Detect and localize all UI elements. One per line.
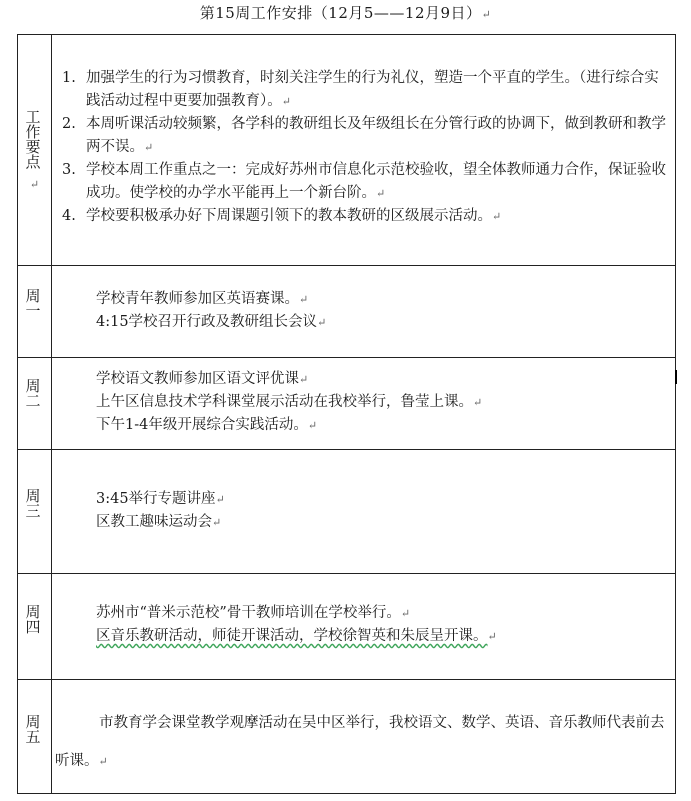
- thursday-label: 周四: [23, 604, 42, 634]
- wednesday-content-cell: [52, 450, 676, 574]
- schedule-line: 区教工趣味运动会↵: [96, 514, 222, 530]
- monday-row: [18, 266, 676, 358]
- wednesday-row: [18, 450, 676, 574]
- tuesday-row: [18, 358, 676, 450]
- schedule-line: 区音乐教研活动，师徒开课活动，学校徐智英和朱辰呈开课。↵: [96, 628, 497, 644]
- focus-label: 工作要点: [23, 108, 42, 169]
- tuesday-content-cell: [52, 358, 676, 450]
- focus-label-cell: [18, 35, 52, 266]
- text-cursor: [675, 370, 677, 384]
- schedule-table: [17, 34, 676, 794]
- wednesday-label: 周三: [23, 488, 42, 518]
- thursday-label-cell: [18, 574, 52, 680]
- monday-label-cell: [18, 266, 52, 358]
- schedule-line: 学校青年教师参加区英语赛课。↵: [96, 291, 309, 307]
- schedule-line: 3:45举行专题讲座↵: [96, 491, 225, 507]
- tuesday-label-cell: [18, 358, 52, 450]
- schedule-line: 上午区信息技术学科课堂展示活动在我校举行，鲁莹上课。↵: [96, 394, 483, 410]
- thursday-row: [18, 574, 676, 680]
- friday-label-cell: [18, 680, 52, 794]
- schedule-line: 学校语文教师参加区语文评优课↵: [96, 371, 309, 387]
- focus-item: 2. 本周听课活动较频繁，各学科的教研组长及年级组长在分管行政的协调下，做到教研和教学两不误。↵: [62, 116, 666, 155]
- focus-item: 3. 学校本周工作重点之一：完成好苏州市信息化示范校验收，望全体教师通力合作，保证验收成功。使学校的办学水平能再上一个新台阶。↵: [62, 162, 666, 201]
- paragraph-mark: ↵: [29, 177, 40, 191]
- thursday-content-cell: [52, 574, 676, 680]
- friday-row: [18, 680, 676, 794]
- friday-content-cell: [52, 680, 676, 794]
- monday-label: 周一: [23, 288, 42, 318]
- focus-row: [18, 35, 676, 266]
- focus-item: 1. 加强学生的行为习惯教育，时刻关注学生的行为礼仪，塑造一个平直的学生。（进行综合实践活动过程中更要加强教育）。↵: [62, 70, 659, 109]
- friday-paragraph: 市教育学会课堂教学观摩活动在吴中区举行，我校语文、数学、英语、音乐教师代表前去听课。↵: [55, 715, 665, 769]
- friday-label: 周五: [23, 714, 42, 744]
- wednesday-label-cell: [18, 450, 52, 574]
- schedule-line: 苏州市“普米示范校”骨干教师培训在学校举行。↵: [96, 605, 411, 621]
- tuesday-label: 周二: [23, 378, 42, 408]
- focus-item: 4. 学校要积极承办好下周课题引领下的教本教研的区级展示活动。↵: [62, 208, 502, 224]
- schedule-line: 4:15学校召开行政及教研组长会议↵: [96, 314, 327, 330]
- monday-content-cell: [52, 266, 676, 358]
- schedule-line: 下午1-4年级开展综合实践活动。↵: [96, 417, 318, 433]
- focus-content-cell: [52, 35, 676, 266]
- page-title: 第15周工作安排（12月5——12月9日）↵: [199, 4, 492, 22]
